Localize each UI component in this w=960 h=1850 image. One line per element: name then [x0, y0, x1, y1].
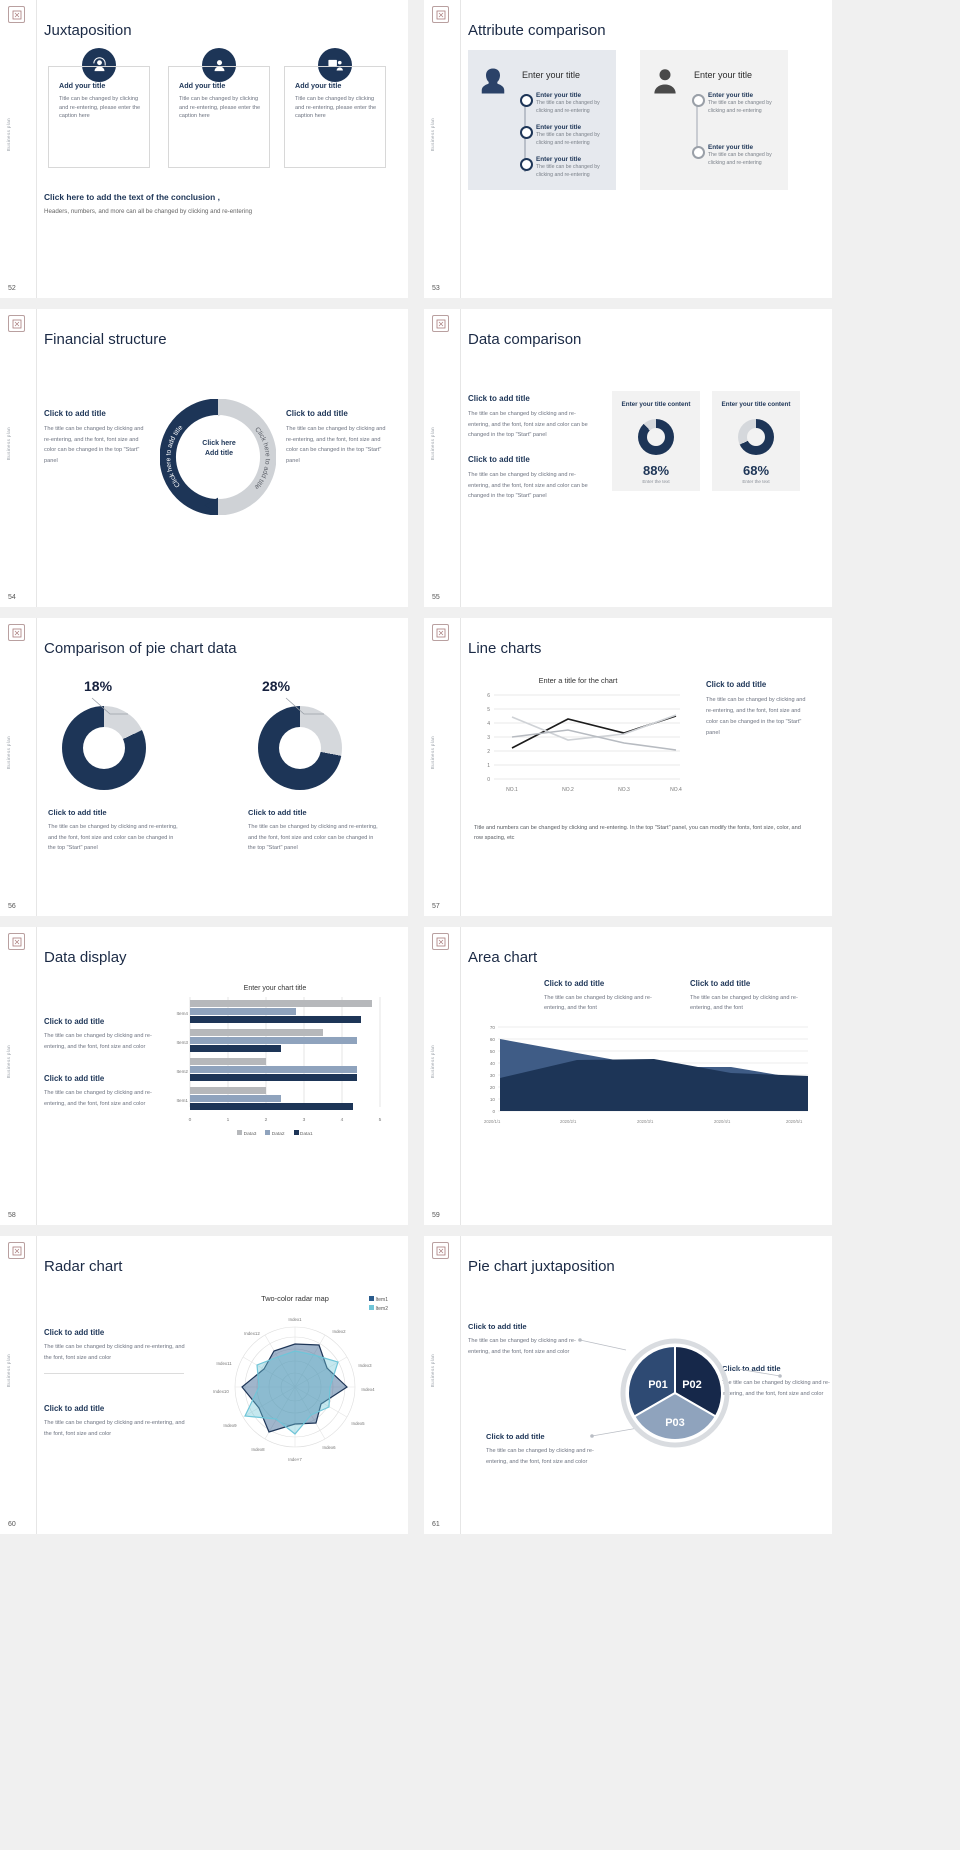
svg-text:Index8: Index8 [251, 1447, 265, 1452]
block-1-title: Click to add title [468, 1322, 527, 1331]
side-label: Business plan [430, 736, 435, 770]
block-2-body: The title can be changed by clicking and re-entering, and the font, font size and color can be changed in the top "Start" panel [468, 471, 588, 500]
header-2-body: The title can be changed by clicking and re-entering, and the font [690, 995, 798, 1012]
block-2-body: The title can be changed by clicking and re-entering, and the font, font size and color [44, 1420, 185, 1437]
header-block-2[interactable] [690, 979, 810, 1013]
item-body: The title can be changed by clicking and re-entering [708, 100, 772, 115]
logo-icon [432, 933, 449, 950]
block-1-body: The title can be changed by clicking and re-entering, and the font, font size and color [44, 1033, 152, 1050]
slide-52 [0, 0, 408, 298]
text-block-1[interactable] [44, 1017, 154, 1052]
svg-text:2: 2 [487, 749, 490, 755]
divider [36, 927, 37, 1225]
page-title: Juxtaposition [44, 22, 132, 39]
svg-text:P01: P01 [648, 1379, 668, 1391]
svg-text:0: 0 [492, 1109, 495, 1114]
svg-text:NO.3: NO.3 [618, 787, 630, 793]
page-number: 53 [432, 285, 440, 292]
svg-text:10: 10 [489, 1097, 495, 1102]
donut-card-2[interactable] [712, 391, 800, 491]
svg-text:60: 60 [489, 1037, 495, 1042]
timeline-dot-1 [692, 94, 705, 107]
svg-text:Item4: Item4 [176, 1011, 188, 1016]
slide-54 [0, 309, 408, 607]
left-title: Click to add title [44, 409, 106, 418]
chart-title: Two-color radar map [261, 1294, 329, 1303]
donut-2-body: The title can be changed by clicking and re-entering, and the font, font size and color can be changed in the top "Start" panel [248, 824, 378, 852]
callout-line-2 [278, 692, 326, 718]
page-number: 56 [8, 903, 16, 910]
page-title: Comparison of pie chart data [44, 640, 237, 657]
svg-text:3: 3 [487, 735, 490, 741]
bar-chart [160, 985, 390, 1135]
pie-chart [620, 1338, 730, 1448]
legend-item-1: Item1 [369, 1296, 388, 1303]
header-block-1[interactable] [544, 979, 654, 1013]
svg-text:1: 1 [226, 1118, 230, 1123]
divider [36, 1236, 37, 1534]
panel-female [468, 50, 616, 190]
donut-chart-1 [62, 706, 146, 790]
logo-icon [432, 624, 449, 641]
callout-line-1 [84, 692, 130, 718]
divider [36, 618, 37, 916]
panel-male-item-1[interactable] [708, 92, 784, 116]
radar-chart [200, 1294, 390, 1479]
legend-item-2: Item2 [369, 1305, 388, 1312]
card-2-body: Title can be changed by clicking and re-entering, please enter the caption here [179, 96, 261, 120]
timeline-dot-1 [520, 94, 533, 107]
card-1-heading: Add your title [59, 81, 106, 90]
right-title: Click to add title [286, 409, 348, 418]
svg-text:3: 3 [302, 1118, 306, 1123]
svg-text:Item3: Item3 [176, 1040, 188, 1045]
slide-59 [424, 927, 832, 1225]
item-title: Enter your title [536, 156, 582, 163]
item-title: Enter your title [536, 92, 582, 99]
page-number: 59 [432, 1212, 440, 1219]
svg-text:Index11: Index11 [216, 1361, 232, 1366]
chart-title: Enter a title for the chart [538, 676, 618, 685]
chart-legend [369, 1296, 388, 1312]
woman-avatar-icon [478, 66, 508, 104]
logo-icon [432, 315, 449, 332]
svg-text:Item1: Item1 [176, 1098, 188, 1103]
donut-1-text[interactable] [48, 808, 178, 854]
svg-text:Inde×7: Inde×7 [288, 1457, 302, 1462]
line-chart-svg [472, 689, 684, 801]
block-2-body: The title can be changed by clicking and re-entering, and the font, font size and color [722, 1380, 830, 1397]
divider [460, 927, 461, 1225]
chart-legend [160, 1130, 390, 1137]
chart-title: Enter your chart title [243, 985, 307, 992]
card-3-heading: Add your title [295, 81, 342, 90]
side-label: Business plan [430, 1045, 435, 1079]
panel-female-item-2[interactable] [536, 124, 612, 148]
svg-text:2020/1/1: 2020/1/1 [484, 1119, 501, 1124]
slide-61 [424, 1236, 832, 1534]
svg-text:NO.1: NO.1 [506, 787, 518, 793]
svg-text:2020/4/1: 2020/4/1 [714, 1119, 731, 1124]
page-number: 57 [432, 903, 440, 910]
donut-2-title: Click to add title [248, 808, 307, 817]
svg-text:P03: P03 [665, 1417, 685, 1429]
page-number: 61 [432, 1521, 440, 1528]
svg-text:Index10: Index10 [213, 1389, 229, 1394]
side-label: Business plan [6, 1354, 11, 1388]
page-title: Data display [44, 949, 127, 966]
area-chart-svg [474, 1023, 810, 1133]
text-blocks [468, 394, 588, 502]
svg-text:4: 4 [340, 1118, 344, 1123]
donut-2-caption: Enter the text [742, 479, 770, 484]
line-chart [472, 676, 684, 806]
conclusion-title: Click here to add the text of the conclusion , [44, 192, 220, 202]
block-2-body: The title can be changed by clicking and re-entering, and the font, font size and color [44, 1090, 152, 1107]
svg-text:20: 20 [489, 1085, 495, 1090]
block-1-title: Click to add title [44, 1328, 105, 1337]
text-block-1[interactable] [468, 1322, 580, 1357]
donut-2-label: Enter your title content [721, 401, 791, 408]
svg-text:Index1: Index1 [288, 1317, 302, 1322]
timeline-dot-2 [520, 126, 533, 139]
left-text-block[interactable] [44, 409, 144, 467]
svg-text:6: 6 [487, 693, 490, 699]
svg-text:5: 5 [487, 707, 490, 713]
pie-svg [620, 1338, 730, 1448]
logo-icon [432, 1242, 449, 1259]
right-body: The title can be changed by clicking and re-entering, and the font, font size and color can be changed in the top "Start" panel [706, 697, 806, 736]
right-body: The title can be changed by clicking and re-entering, and the font, font size and color can be changed in the top "Start" panel [286, 426, 386, 464]
panel-male [640, 50, 788, 190]
right-text-block[interactable] [706, 680, 810, 739]
panel-female-item-3[interactable] [536, 156, 612, 180]
logo-icon [8, 1242, 25, 1259]
page-title: Area chart [468, 949, 538, 966]
header-1-title: Click to add title [544, 979, 605, 988]
card-3[interactable] [284, 66, 386, 168]
svg-text:2020/2/1: 2020/2/1 [560, 1119, 577, 1124]
block-3-body: The title can be changed by clicking and re-entering, and the font, font size and color [486, 1448, 594, 1465]
card-1-body: Title can be changed by clicking and re-entering, please enter the caption here [59, 96, 141, 120]
svg-text:1: 1 [487, 763, 490, 769]
side-label: Business plan [430, 1354, 435, 1388]
block-2-title: Click to add title [44, 1074, 105, 1084]
slide-53 [424, 0, 832, 298]
page-title: Financial structure [44, 331, 167, 348]
slide-58 [0, 927, 408, 1225]
slide-60 [0, 1236, 408, 1534]
logo-icon [8, 624, 25, 641]
logo-icon [8, 933, 25, 950]
svg-text:0: 0 [188, 1118, 192, 1123]
legend-item-data1: Data1 [294, 1130, 313, 1137]
area-chart [474, 1023, 810, 1133]
block-1-body: The title can be changed by clicking and re-entering, and the font, font size and color can be changed in the top "Start" panel [468, 411, 588, 439]
page-title: Attribute comparison [468, 22, 606, 39]
svg-text:P02: P02 [682, 1379, 702, 1391]
bar-chart-svg [160, 995, 390, 1127]
divider [460, 309, 461, 607]
panel-male-item-2[interactable] [708, 144, 784, 168]
cycle-diagram [160, 399, 276, 515]
radar-svg [200, 1305, 390, 1470]
svg-text:Index3: Index3 [358, 1363, 372, 1368]
svg-text:Index2: Index2 [332, 1329, 346, 1334]
slide-57 [424, 618, 832, 916]
svg-text:Index5: Index5 [351, 1421, 365, 1426]
divider [36, 309, 37, 607]
right-text-block[interactable] [286, 409, 386, 467]
svg-text:Index9: Index9 [223, 1423, 237, 1428]
cycle-center-label[interactable] [194, 439, 244, 459]
donut-2-percent: 28% [262, 678, 291, 694]
block-1-body: The title can be changed by clicking and re-entering, and the font, font size and color [468, 1338, 576, 1355]
page-number: 55 [432, 594, 440, 601]
panel-male-header: Enter your title [694, 70, 753, 80]
cycle-center-line2: Add title [205, 449, 233, 457]
svg-text:70: 70 [489, 1025, 495, 1030]
panel-female-header: Enter your title [522, 70, 581, 80]
text-block-1[interactable] [44, 1328, 190, 1374]
logo-icon [8, 315, 25, 332]
conclusion-body: Headers, numbers, and more can all be changed by clicking and re-entering [44, 208, 253, 215]
donut-1-percent: 18% [84, 678, 113, 694]
item-title: Enter your title [708, 92, 754, 99]
side-label: Business plan [430, 427, 435, 461]
svg-text:5: 5 [378, 1118, 382, 1123]
svg-text:Index12: Index12 [244, 1331, 260, 1336]
svg-text:NO.2: NO.2 [562, 787, 574, 793]
page-number: 52 [8, 285, 16, 292]
svg-text:NO.4: NO.4 [670, 787, 682, 793]
side-label: Business plan [6, 736, 11, 770]
donut-1-caption: Enter the text [642, 479, 670, 484]
block-2-title: Click to add title [722, 1364, 781, 1373]
slide-55 [424, 309, 832, 607]
page-number: 58 [8, 1212, 16, 1219]
item-body: The title can be changed by clicking and re-entering [536, 100, 600, 115]
svg-text:50: 50 [489, 1049, 495, 1054]
page-title: Data comparison [468, 331, 582, 348]
card-3-body: Title can be changed by clicking and re-entering, please enter the caption here [295, 96, 377, 120]
text-blocks [44, 1017, 154, 1110]
timeline-dot-2 [692, 146, 705, 159]
divider [36, 0, 37, 298]
header-1-body: The title can be changed by clicking and re-entering, and the font [544, 995, 652, 1012]
right-title: Click to add title [706, 680, 767, 689]
donut-1-ring [638, 419, 674, 455]
block-1-body: The title can be changed by clicking and re-entering, and the font, font size and color [44, 1344, 185, 1361]
text-block-2[interactable] [468, 455, 588, 502]
footer-note: Title and numbers can be changed by clicking and re-entering. In the top "Start" panel, you can modify the fonts, font size, color, and row spacing, etc [474, 825, 801, 842]
svg-text:30: 30 [489, 1073, 495, 1078]
svg-text:4: 4 [487, 721, 490, 727]
panel-female-item-1[interactable] [536, 92, 612, 116]
man-avatar-icon [650, 66, 680, 104]
item-title: Enter your title [708, 144, 754, 151]
legend-item-data3: Data3 [237, 1130, 256, 1137]
side-label: Business plan [6, 118, 11, 152]
donut-2-text[interactable] [248, 808, 378, 854]
svg-text:Index4: Index4 [361, 1387, 375, 1392]
block-1-title: Click to add title [468, 394, 530, 403]
item-body: The title can be changed by clicking and re-entering [536, 164, 600, 179]
page-title: Pie chart juxtaposition [468, 1258, 615, 1275]
logo-icon [432, 6, 449, 23]
donut-1-label: Enter your title content [621, 401, 691, 408]
block-3-title: Click to add title [486, 1432, 545, 1441]
svg-text:Click here to add title: Click here to add title [165, 424, 185, 489]
page-number: 54 [8, 594, 16, 601]
donut-1-title: Click to add title [48, 808, 107, 817]
side-label: Business plan [6, 427, 11, 461]
page-number: 60 [8, 1521, 16, 1528]
svg-text:0: 0 [487, 777, 490, 783]
legend-item-data2: Data2 [265, 1130, 284, 1137]
donut-2-ring [738, 419, 774, 455]
svg-text:40: 40 [489, 1061, 495, 1066]
donut-2-value: 68% [742, 463, 770, 478]
block-2-title: Click to add title [44, 1404, 105, 1413]
block-1-title: Click to add title [44, 1017, 105, 1026]
card-1[interactable] [48, 66, 150, 168]
item-body: The title can be changed by clicking and re-entering [708, 152, 772, 167]
svg-text:2: 2 [264, 1118, 268, 1123]
side-label: Business plan [430, 118, 435, 152]
side-label: Business plan [6, 1045, 11, 1079]
logo-icon [8, 6, 25, 23]
svg-text:2020/3/1: 2020/3/1 [637, 1119, 654, 1124]
timeline-dot-3 [520, 158, 533, 171]
slide-56 [0, 618, 408, 916]
svg-text:Click here to add title: Click here to add title [252, 426, 271, 491]
page-title: Radar chart [44, 1258, 123, 1275]
divider [460, 0, 461, 298]
card-2-heading: Add your title [179, 81, 226, 90]
svg-text:2020/5/1: 2020/5/1 [786, 1119, 803, 1124]
svg-text:Index6: Index6 [322, 1445, 336, 1450]
conclusion-block [44, 192, 252, 215]
left-body: The title can be changed by clicking and re-entering, and the font, font size and color can be changed in the top "Start" panel [44, 426, 144, 464]
item-body: The title can be changed by clicking and re-entering [536, 132, 600, 147]
text-block-2[interactable] [44, 1404, 190, 1439]
text-block-2[interactable] [44, 1074, 154, 1109]
donut-chart-2 [258, 706, 342, 790]
divider [460, 1236, 461, 1534]
page-title: Line charts [468, 640, 542, 657]
block-2-title: Click to add title [468, 454, 530, 464]
item-title: Enter your title [536, 124, 582, 131]
text-block-1[interactable] [468, 394, 588, 441]
header-2-title: Click to add title [690, 979, 751, 988]
cycle-center-line1: Click here [202, 440, 236, 447]
svg-text:Item2: Item2 [176, 1069, 188, 1074]
donut-1-value: 88% [642, 463, 670, 478]
divider [460, 618, 461, 916]
card-2[interactable] [168, 66, 270, 168]
donut-1-body: The title can be changed by clicking and re-entering, and the font, font size and color can be changed in the top "Start" panel [48, 824, 178, 852]
donut-card-1[interactable] [612, 391, 700, 491]
